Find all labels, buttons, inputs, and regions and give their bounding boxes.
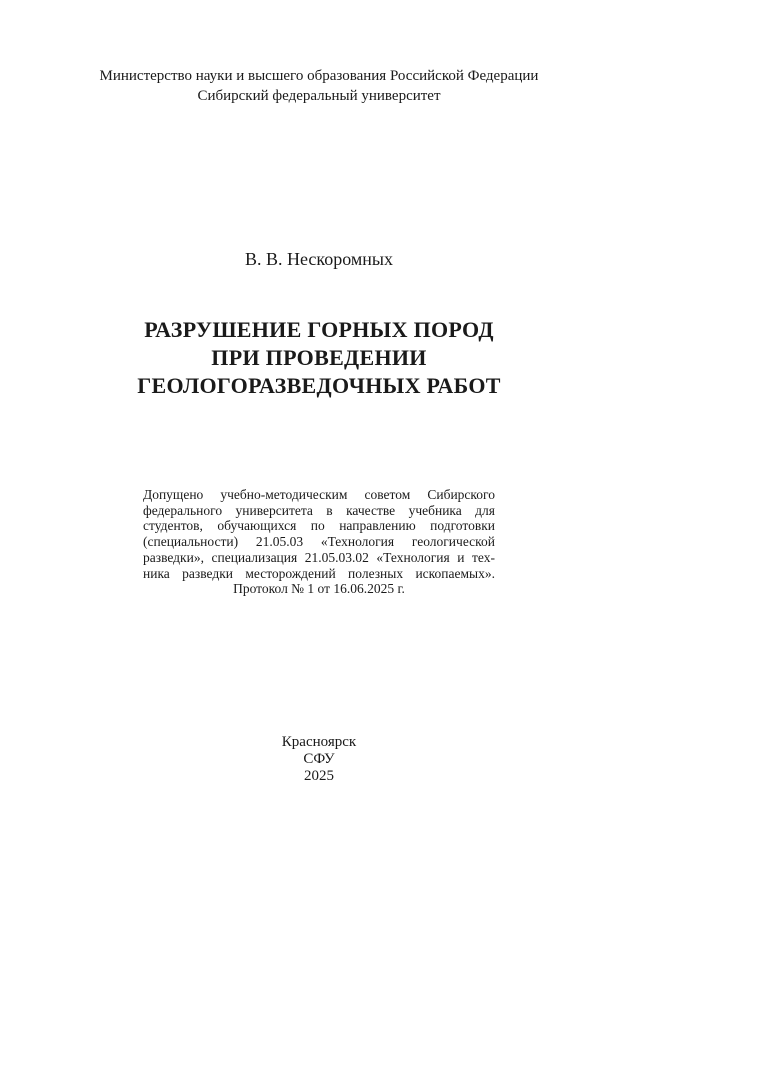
book-title-line-2: ПРИ ПРОВЕДЕНИИ <box>211 345 427 370</box>
imprint-city: Красноярск <box>281 734 357 750</box>
book-title-line-3: ГЕОЛОГОРАЗВЕДОЧНЫХ РАБОТ <box>137 373 501 398</box>
ministry-line: Министерство науки и высшего образования Российской Федерации <box>99 68 539 84</box>
publisher-header <box>99 66 539 106</box>
approval-line-3: студентов, обучающихся по направлению подготовки <box>143 518 495 534</box>
imprint-publisher: СФУ <box>303 751 335 767</box>
author-name: В. В. Нескоромных <box>244 249 394 269</box>
protocol-line: Протокол № 1 от 16.06.2025 г. <box>233 581 405 597</box>
imprint-year: 2025 <box>304 768 334 784</box>
approval-statement <box>99 487 539 597</box>
imprint <box>99 734 539 785</box>
book-title <box>99 316 539 400</box>
approval-line-6: ника разведки месторождений полезных ископаемых». <box>143 565 495 581</box>
university-line: Сибирский федеральный университет <box>197 88 441 104</box>
approval-line-1: Допущено учебно-методическим советом Сибирского <box>143 487 495 502</box>
book-title-line-1: РАЗРУШЕНИЕ ГОРНЫХ ПОРОД <box>144 317 494 342</box>
approval-line-2: федерального университета в качестве учебника для <box>143 502 495 518</box>
approval-line-5: разведки», специализация 21.05.03.02 «Технология и тех- <box>143 549 495 565</box>
approval-line-4: (специальности) 21.05.03 «Технология геологической <box>143 534 495 550</box>
approval-paragraph <box>143 487 495 597</box>
